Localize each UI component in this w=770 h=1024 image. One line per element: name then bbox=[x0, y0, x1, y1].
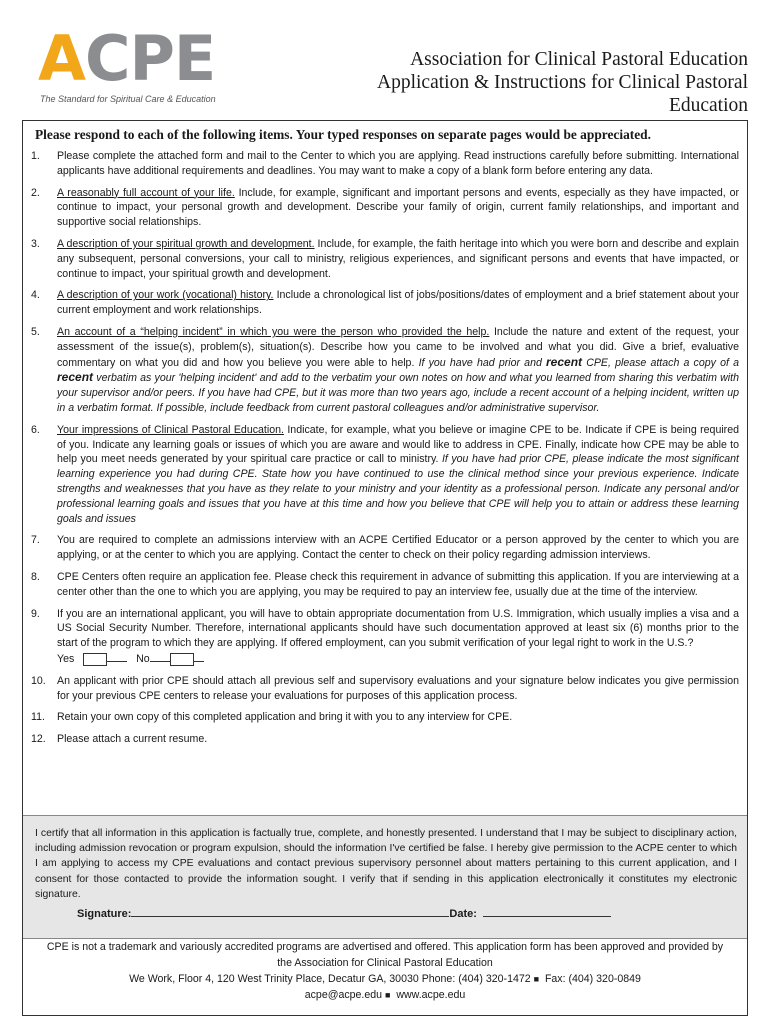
work-right-choice bbox=[57, 652, 739, 667]
certification-text: I certify that all information in this application is factually true, complete, and honestly presented. I understand that I may be subject to disciplinary action, including admission revocation or program expulsion, should the information I've certified be false. I hereby give permission to the ACPE center to which I am applying to access my CPE evaluations and contact previous supervisory personnel about matters pertaining to this current application, and I consent for those contacted to provide the information sought. I verify that if sending in this application electronically it constitutes my electronic signature. bbox=[35, 828, 737, 900]
list-item: 1. Please complete the attached form and mail to the Center to which you are applying. Read instructions carefully before submitting. International applicants have additional requirements and deadlines. You may want to make a copy of a blank form before entering any data. bbox=[31, 150, 739, 177]
list-item: 4. A description of your work (vocational) history. Include a chronological list of jobs/positions/dates of employment and a brief statement about your current employment and work relationships. bbox=[31, 289, 739, 317]
form-frame bbox=[22, 120, 748, 1016]
no-label: No bbox=[136, 652, 150, 665]
list-item: 11. Retain your own copy of this completed application and bring it with you to any interview for CPE. bbox=[31, 711, 513, 724]
list-item: 10. An applicant with prior CPE should attach all previous self and supervisory evaluations and your signature below indicates you give permission for your previous CPE centers to release your evaluations for purposes of this application process. bbox=[31, 674, 739, 702]
signature-row bbox=[77, 908, 611, 920]
footer: CPE is not a trademark and variously accredited programs are advertised and offered. This application form has been approved and provided by the Association for Clinical Pastoral Education We Work, Floor 4, 120 West Trinity Place, Decatur GA, 30030 Phone: (404) 320-1472 ■ Fax: (404) 320-0849 acpe@acpe.edu ■ www.acpe.edu bbox=[46, 941, 724, 1001]
yes-underline bbox=[107, 661, 127, 662]
list-item: 12. Please attach a current resume. bbox=[31, 733, 208, 746]
signature-field[interactable] bbox=[131, 916, 449, 917]
yes-checkbox[interactable] bbox=[83, 653, 107, 666]
website-link[interactable]: www.acpe.edu bbox=[396, 989, 466, 1001]
intro-instruction: Please respond to each of the following items. Your typed responses on separate pages would be appreciated. bbox=[35, 127, 651, 142]
list-item: 5. An account of a “helping incident” in which you were the person who provided the help. Include the nature and extent of the request, your assessment of the issue(s), problem(s), situation(s). Describe how you came to be involved and what you did. Give a brief, evaluative commentary on what you did and how you believe you were able to help. If you have had prior and recent CPE, please attach a copy of a recent verbatim as your 'helping incident' and add to the verbatim your own notes on how and what you learned from sharing this verbatim with your supervisor and/or peers. If you have had CPE, but it was more than two years ago, include a recent account of a helping incident, written up in a verbatim format. If possible, include feedback from current pastoral colleagues and/or administrative supervisor. bbox=[31, 325, 739, 414]
list-item: 8. CPE Centers often require an application fee. Please check this requirement in advance of submitting this application. If you are interviewing at a center other than the one to which you are applying, you may be required to pay an interview fee, usually due at the time of the interview. bbox=[31, 570, 739, 598]
no-underline bbox=[150, 661, 170, 662]
signature-label: Signature: bbox=[77, 908, 132, 920]
list-item: 9. If you are an international applicant, you will have to obtain appropriate documentation from U.S. Immigration, which usually implies a visa and a US Social Security Number. Therefore, international applicants should have such documentation approved at least six (6) months prior to the start of the program to which they are applying. If offered employment, can you submit verification of your legal right to work in the U.S.? Yes No bbox=[31, 607, 739, 665]
acpe-logo bbox=[38, 22, 248, 112]
logo-tagline: The Standard for Spiritual Care & Education bbox=[40, 94, 216, 104]
logo-wordmark: ACPE bbox=[38, 22, 216, 95]
yes-label: Yes bbox=[57, 652, 75, 665]
list-item: 6. Your impressions of Clinical Pastoral Education. Indicate, for example, what you believe or imagine CPE to be. Indicate if CPE is being required of you. Indicate any learning goals or issues of which you are aware and would like to address in CPE. Finally, indicate how CPE may be able to help you meet needs generated by your spiritual care practice or call to ministry. If you have had prior CPE, please indicate the most significant learning experience you had during CPE. State how you have continued to use the clinical method since your previous experience. Indicate strengths and weaknesses that you have as they relate to your ministry and your identity as a professional person. Indicate any personal and/or professional learning goals and issues that you have at this time and how you believe that CPE will help you to attain or address these learning goals and issues bbox=[31, 423, 739, 525]
date-label: Date: bbox=[449, 908, 477, 920]
document-title: Association for Clinical Pastoral Education Application & Instructions for Clinical Pastoral Education bbox=[377, 49, 748, 116]
certification-section bbox=[23, 815, 747, 939]
date-field[interactable] bbox=[483, 916, 611, 917]
instruction-list bbox=[23, 149, 739, 754]
list-item: 7. You are required to complete an admissions interview with an ACPE Certified Educator or a person approved by the center to which you are applying, or at the center to which you are applying. Contact the center to check on their policy regarding admission interviews. bbox=[31, 534, 739, 562]
email-link[interactable]: acpe@acpe.edu bbox=[304, 989, 383, 1001]
no-checkbox[interactable] bbox=[170, 653, 194, 666]
list-item: 3. A description of your spiritual growth and development. Include, for example, the faith heritage into which you were born and describe and explain any subsequent, personal conversions, your call to ministry, religious experiences, and significant persons and events that have impacted, or continue to impact, your spiritual growth and development. bbox=[31, 237, 739, 280]
list-item: 2. A reasonably full account of your life. Include, for example, significant and important persons and events, especially as they have impacted, or continue to impact, your personal growth and development. Describe your family of origin, current family relationships, and important and supportive social relationships. bbox=[31, 186, 739, 229]
